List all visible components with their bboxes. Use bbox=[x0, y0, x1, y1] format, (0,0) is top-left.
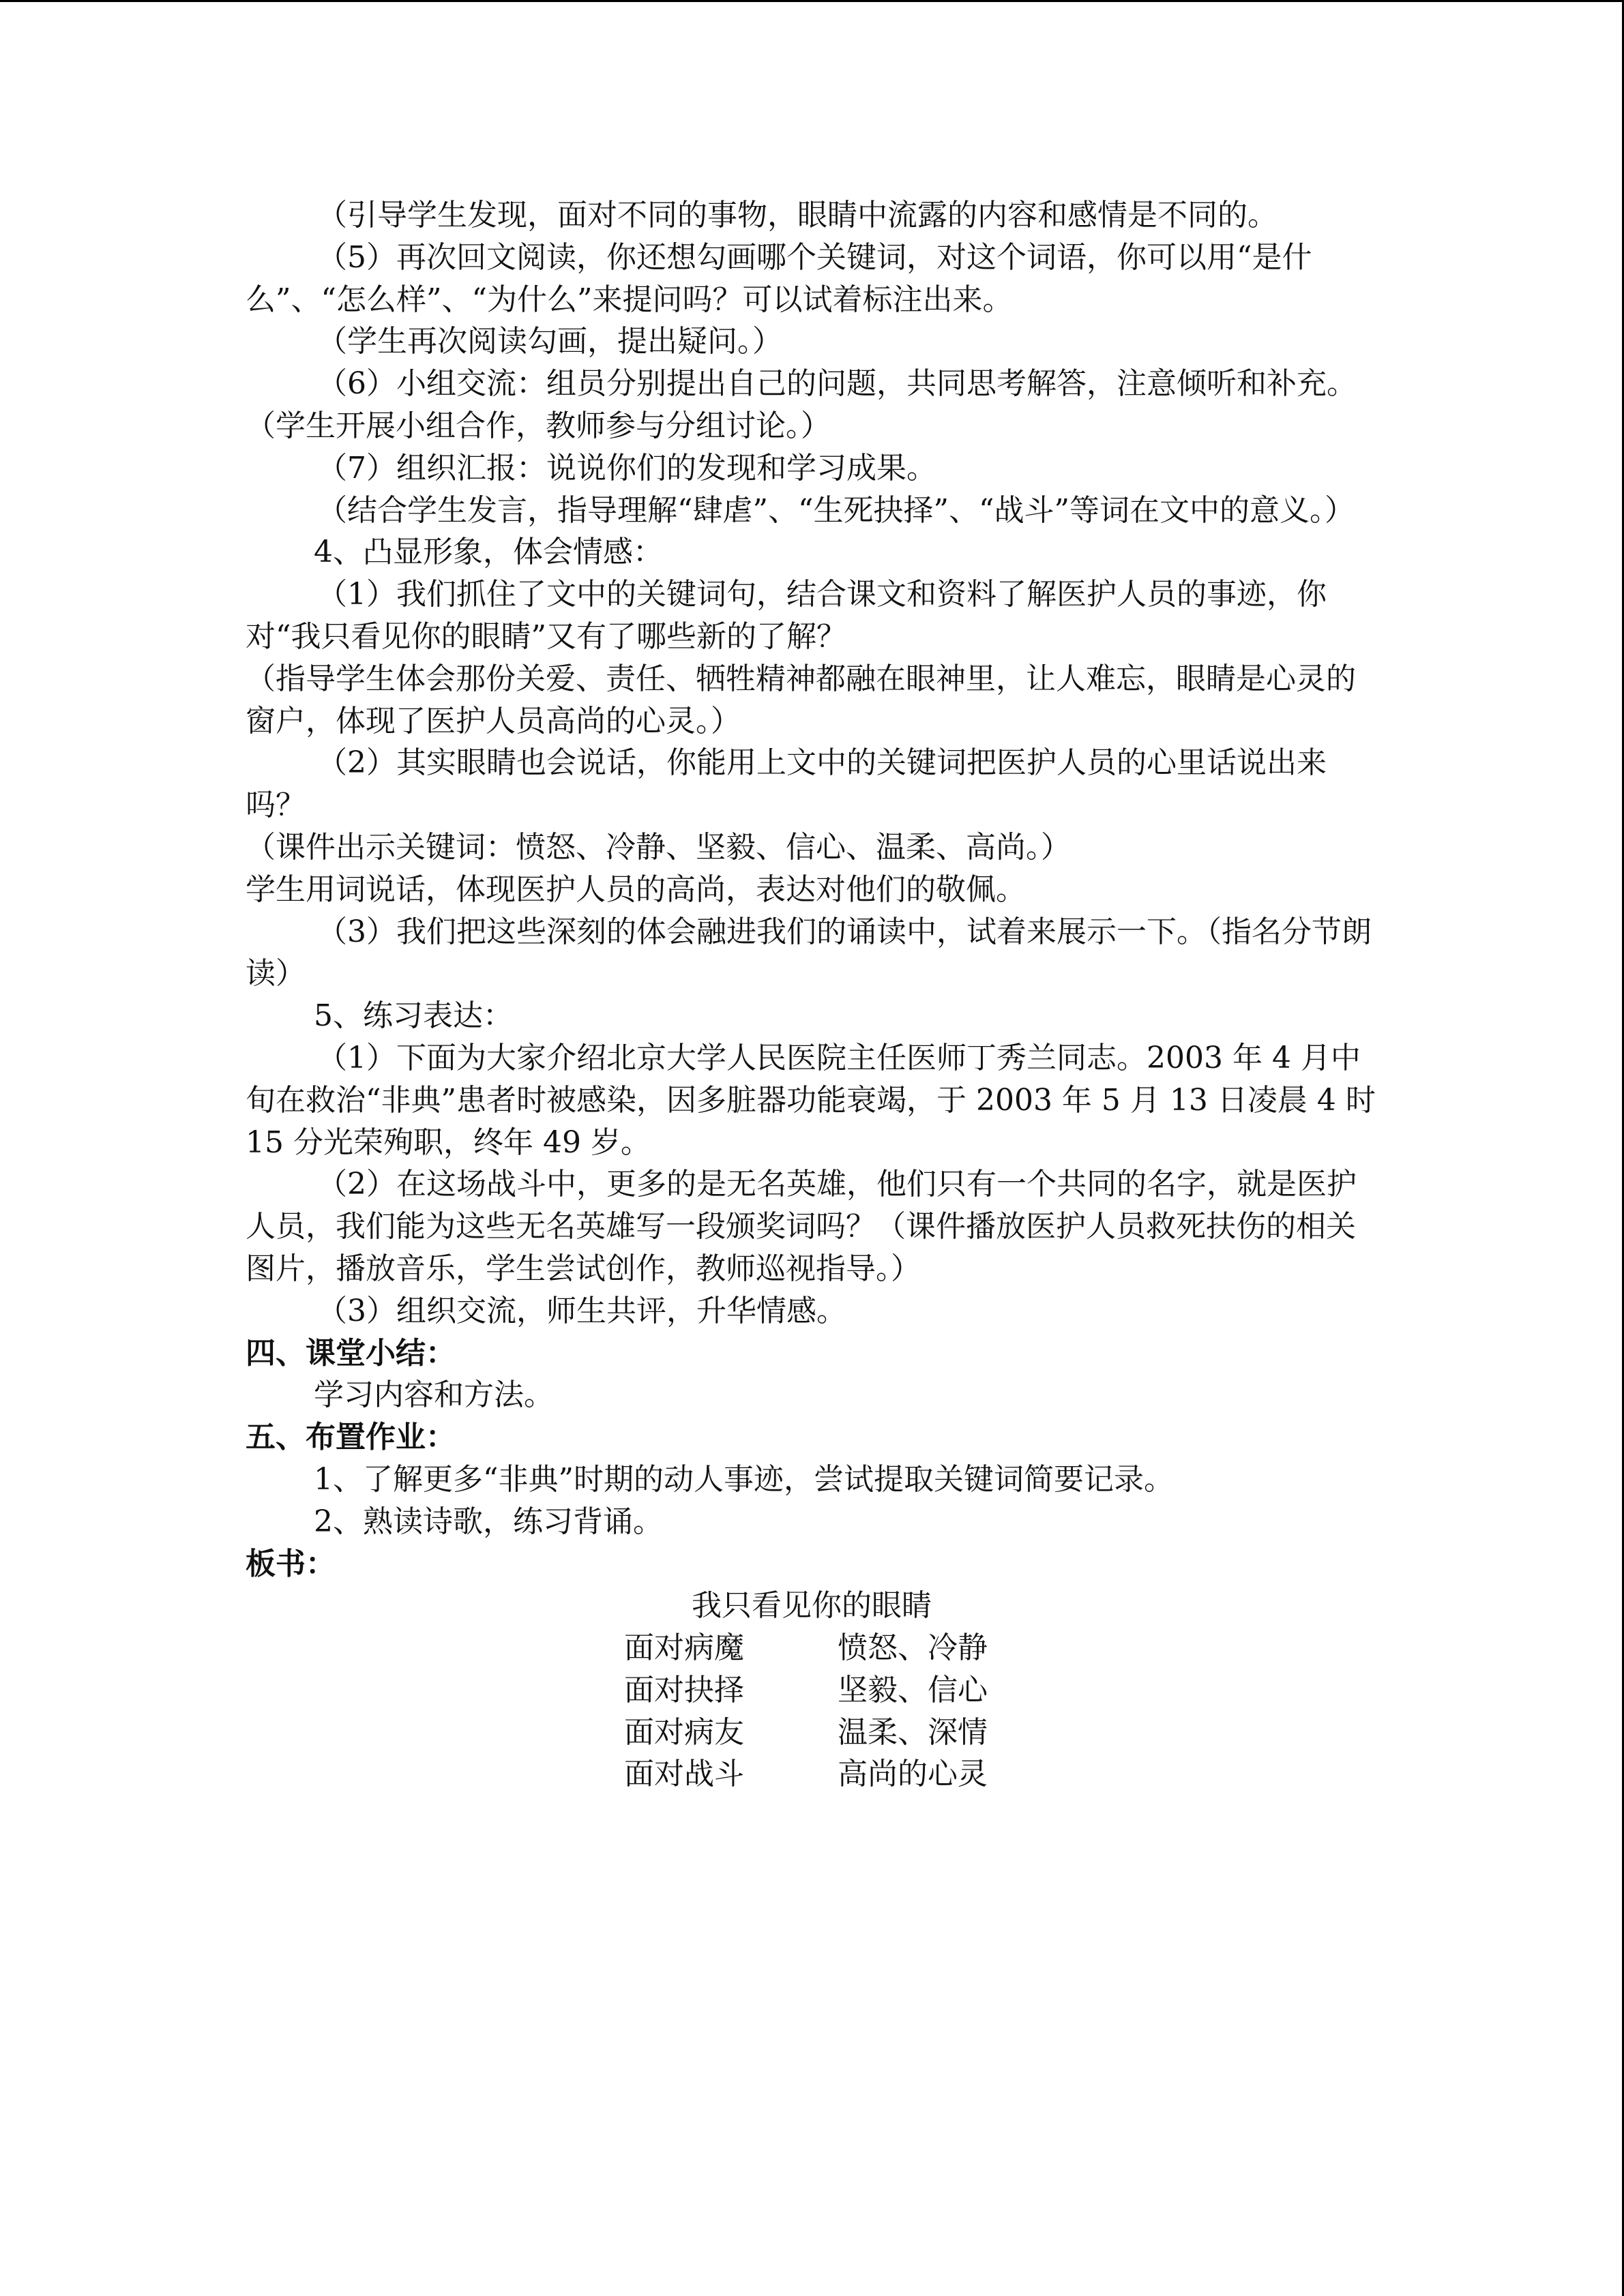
board-row-label: 面对抉择 bbox=[624, 1672, 744, 1708]
paragraph: 学习内容和方法。 bbox=[314, 1377, 554, 1413]
board-row-value: 高尚的心灵 bbox=[838, 1757, 988, 1792]
paragraph: （2）其实眼睛也会说话，你能用上文中的关键词把医护人员的心里话说出来吗？ bbox=[246, 745, 1327, 823]
paragraph: （7）组织汇报：说说你们的发现和学习成果。 bbox=[317, 450, 936, 486]
board-row-label: 面对病魔 bbox=[624, 1630, 744, 1666]
paragraph: （指导学生体会那份关爱、责任、牺牲精神都融在眼神里，让人难忘，眼睛是心灵的窗户，体现了医护人员高尚的心灵。） bbox=[246, 661, 1356, 739]
paragraph: （3）组织交流，师生共评，升华情感。 bbox=[317, 1293, 846, 1328]
board-row-value: 坚毅、信心 bbox=[838, 1672, 988, 1708]
section-heading: 四、课堂小结： bbox=[246, 1335, 456, 1371]
paragraph: 学生用词说话，体现医护人员的高尚，表达对他们的敬佩。 bbox=[246, 871, 1026, 907]
blackboard-summary bbox=[246, 1585, 1378, 1795]
board-title: 我只看见你的眼睛 bbox=[692, 1588, 932, 1624]
paragraph: （1）下面为大家介绍北京大学人民医院主任医师丁秀兰同志。2003 年 4 月中旬在救治“非典”患者时被感染，因多脏器功能衰竭，于 2003 年 5 月 13 日凌晨 4 时 15 分光荣殉职，终年 49 岁。 bbox=[246, 1040, 1376, 1160]
section-heading: 五、布置作业： bbox=[246, 1420, 456, 1455]
board-row bbox=[624, 1712, 1378, 1754]
paragraph: （6）小组交流：组员分别提出自己的问题，共同思考解答，注意倾听和补充。（学生开展小组合作，教师参与分组讨论。） bbox=[246, 366, 1357, 443]
section-subheading: 5、练习表达： bbox=[314, 998, 513, 1034]
paragraph: （学生再次阅读勾画，提出疑问。） bbox=[317, 324, 782, 359]
paragraph: （引导学生发现，面对不同的事物，眼睛中流露的内容和感情是不同的。 bbox=[317, 198, 1278, 233]
section-subheading: 4、凸显形象，体会情感： bbox=[314, 535, 663, 570]
paragraph: 2、熟读诗歌，练习背诵。 bbox=[314, 1504, 663, 1539]
board-row-value: 温柔、深情 bbox=[838, 1714, 988, 1750]
paragraph: （2）在这场战斗中，更多的是无名英雄，他们只有一个共同的名字，就是医护人员，我们能为这些无名英雄写一段颁奖词吗？（课件播放医护人员救死扶伤的相关图片，播放音乐，学生尝试创作，教师巡视指导。） bbox=[246, 1167, 1357, 1286]
board-row bbox=[624, 1627, 1378, 1669]
board-row bbox=[624, 1669, 1378, 1712]
paragraph: 1、了解更多“非典”时期的动人事迹，尝试提取关键词简要记录。 bbox=[314, 1461, 1174, 1497]
paragraph: （1）我们抓住了文中的关键词句，结合课文和资料了解医护人员的事迹，你对“我只看见你的眼睛”又有了哪些新的了解？ bbox=[246, 577, 1327, 654]
paragraph: （课件出示关键词：愤怒、冷静、坚毅、信心、温柔、高尚。） bbox=[246, 829, 1071, 865]
board-row-label: 面对战斗 bbox=[624, 1757, 744, 1792]
board-row-label: 面对病友 bbox=[624, 1714, 744, 1750]
board-row-value: 愤怒、冷静 bbox=[838, 1630, 988, 1666]
paragraph: （3）我们把这些深刻的体会融进我们的诵读中，试着来展示一下。（指名分节朗读） bbox=[246, 914, 1372, 992]
paragraph: （结合学生发言，指导理解“肆虐”、“生死抉择”、“战斗”等词在文中的意义。） bbox=[317, 492, 1355, 528]
paragraph: （5）再次回文阅读，你还想勾画哪个关键词，对这个词语，你可以用“是什么”、“怎么样”、“为什么”来提问吗？可以试着标注出来。 bbox=[246, 239, 1312, 317]
section-heading: 板书： bbox=[246, 1546, 336, 1581]
board-row bbox=[624, 1753, 1378, 1795]
document-body bbox=[246, 194, 1378, 1795]
